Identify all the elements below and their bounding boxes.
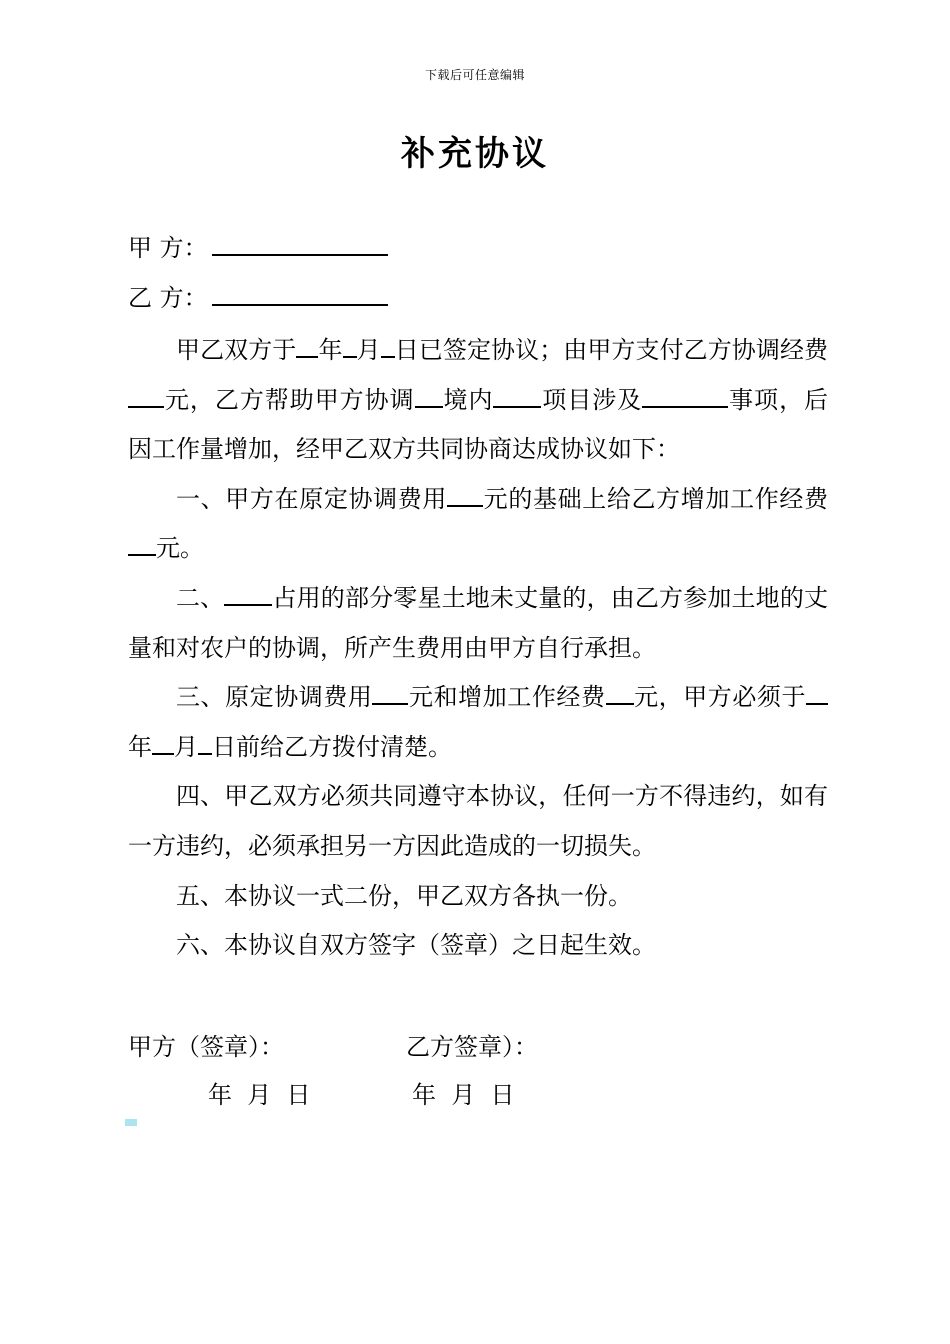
blank-matter xyxy=(642,384,728,408)
clause-4: 四、甲乙双方必须共同遵守本协议，任何一方不得违约，如有一方违约，必须承担另一方因此造成的一切损失。 xyxy=(128,782,828,860)
blank-land-project xyxy=(224,582,272,606)
party-a-blank xyxy=(212,232,388,256)
blank-pay-day xyxy=(198,731,212,755)
intro-text-7: 项目涉及 xyxy=(541,385,643,414)
clause-6: 六、本协议自双方签字（签章）之日起生效。 xyxy=(176,931,656,960)
intro-text-2: 年 xyxy=(318,336,343,364)
party-a-label: 甲 方： xyxy=(128,234,208,262)
clause-5: 五、本协议一式二份，甲乙双方各执一份。 xyxy=(176,881,632,910)
party-b-date: 年 月 日 xyxy=(412,1081,515,1109)
clause-2-text-2: 占用的部分零星土地未丈量的，由乙方参加土地的丈量和对农户的协调，所产生费用由甲方自行承担。 xyxy=(128,583,829,662)
clause-2 xyxy=(128,574,828,673)
intro-text-6: 境内 xyxy=(442,385,494,414)
party-a-date: 年 月 日 xyxy=(208,1081,311,1109)
party-b-line xyxy=(128,282,388,314)
clause-3-text-6: 日前给乙方拨付清楚。 xyxy=(212,732,452,761)
blank-year xyxy=(296,334,318,358)
intro-paragraph xyxy=(128,326,828,475)
party-b-label: 乙 方： xyxy=(128,284,208,312)
clause-3-text-4: 年 xyxy=(128,732,152,761)
clause-3-text-5: 月 xyxy=(174,732,198,761)
blank-extra-amount xyxy=(606,681,634,705)
blank-fee xyxy=(128,384,164,408)
blank-project xyxy=(493,384,541,408)
header-note: 下载后可任意编辑 xyxy=(424,68,525,82)
document-title: 补充协议 xyxy=(401,134,549,174)
clause-1 xyxy=(128,475,828,574)
clause-1-text-1: 一、甲方在原定协调费用 xyxy=(176,484,448,513)
clause-1-text-3: 元。 xyxy=(156,534,204,563)
clause-3-text-1: 三、原定协调费用 xyxy=(176,683,373,712)
blank-fee-amount xyxy=(372,681,408,705)
clause-2-text-1: 二、 xyxy=(176,583,225,612)
party-a-line xyxy=(128,232,388,264)
cursor-marker xyxy=(125,1119,137,1126)
party-b-blank xyxy=(212,282,388,306)
clause-1-text-2: 元的基础上给乙方增加工作经费 xyxy=(483,484,829,513)
intro-text-3: 月 xyxy=(356,336,381,364)
party-a-signature-label: 甲方（签章）： xyxy=(128,1033,284,1061)
agreement-body xyxy=(128,326,828,971)
blank-pay-year xyxy=(806,681,828,705)
party-b-signature-label: 乙方签章）： xyxy=(406,1033,538,1061)
intro-text-8: 事项，后因工作量增加，经甲乙双方共同协商达成协议如下： xyxy=(128,385,829,464)
clause-3-text-2: 元和增加工作经费 xyxy=(408,683,606,712)
blank-day xyxy=(381,334,395,358)
blank-region xyxy=(415,384,443,408)
clause-3-text-3: 元，甲方必须于 xyxy=(633,683,807,712)
blank-month xyxy=(343,334,357,358)
intro-text-1: 甲乙双方于 xyxy=(176,336,297,364)
blank-original-fee xyxy=(447,483,483,507)
clause-3 xyxy=(128,673,828,772)
blank-pay-month xyxy=(152,731,174,755)
intro-text-4: 日已签定协议；由甲方支付乙方协调经费 xyxy=(394,336,829,364)
intro-text-5: 元，乙方帮助甲方协调 xyxy=(164,385,415,414)
blank-extra-fee xyxy=(128,532,156,556)
